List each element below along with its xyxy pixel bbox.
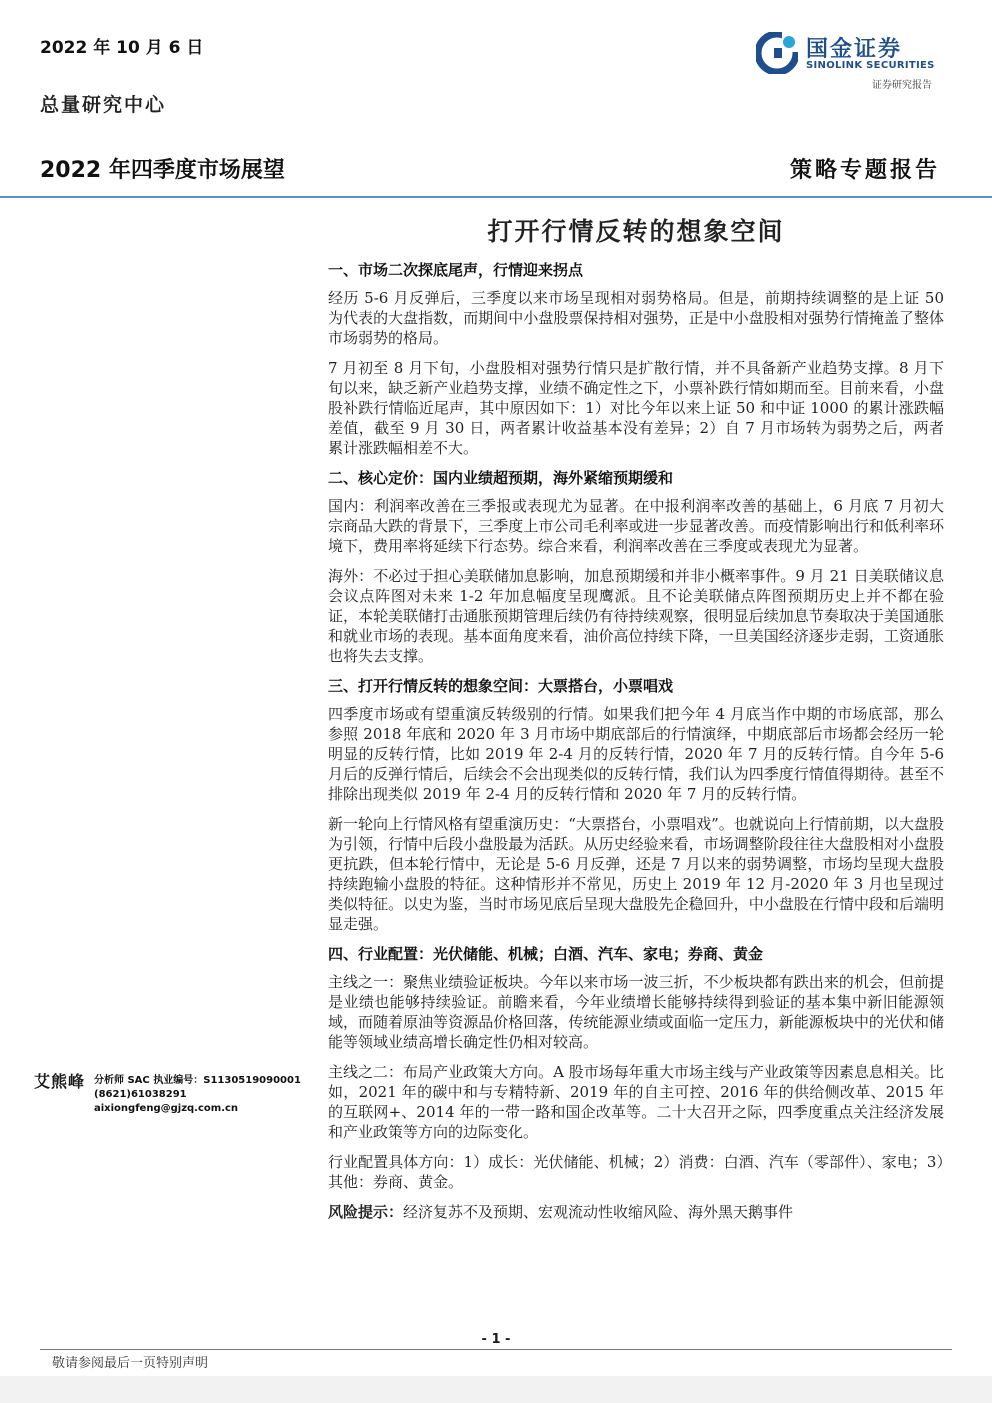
section-heading: 二、核心定价：国内业绩超预期，海外紧缩预期缓和: [328, 469, 674, 487]
sinolink-logo-icon: [756, 32, 798, 74]
section-heading: 三、打开行情反转的想象空间：大票搭台，小票唱戏: [328, 677, 674, 695]
body-paragraph: 新一轮向上行情风格有望重演历史：“大票搭台，小票唱戏”。也就说向上行情前期，以大盘股为引领，行情中后段小盘股最为活跃。从历史经验来看，市场调整阶段往往大盘股相对小盘股更抗跌，但本轮行情中，无论是 5-6 月反弹，还是 7 月以来的弱势调整，市场均呈现大盘股持续跑输小盘股的特征。这种情形并不常见，历史上 2019 年 12 月-2020 年 3 月也呈现过类似特征。以史为鉴，当时市场见底后呈现大盘股先企稳回升，中小盘股在行情中段和后端明显走强。: [328, 815, 944, 933]
footer-divider: [40, 1349, 952, 1350]
section-heading: 一、市场二次探底尾声，行情迎来拐点: [328, 261, 584, 279]
body-paragraph: 主线之一：聚焦业绩验证板块。今年以来市场一波三折，不少板块都有跌出来的机会，但前提是业绩也能够持续验证。前瞻来看，今年业绩增长能够持续得到验证的基本集中新旧能源领域，而随着原油等资源品价格回落，传统能源业绩或面临一定压力，新能源板块中的光伏和储能等领域业绩高增长确定性仍相对较高。: [328, 973, 944, 1051]
body-paragraph: 行业配置具体方向：1）成长：光伏储能、机械；2）消费：白酒、汽车（零部件）、家电；3）其他：券商、黄金。: [328, 1153, 944, 1191]
body-paragraph: 四季度市场或有望重演反转级别的行情。如果我们把今年 4 月底当作中期的市场底部，那么参照 2018 年底和 2020 年 3 月市场中期底部后的行情演绎，中期底部后市场都会经历一轮明显的反转行情，比如 2019 年 2-4 月的反转行情，2020 年 7 月的反转行情。自今年 5-6 月后的反弹行情后，后续会不会出现类似的反转行情，我们认为四季度行情值得期待。甚至不排除出现类似 2019 年 2-4 月的反转行情和 2020 年 7 月的反转行情。: [328, 705, 944, 803]
main-title: 打开行情反转的想象空间: [487, 217, 785, 246]
body-paragraph: 主线之二：布局产业政策大方向。A 股市场每年重大市场主线与产业政策等因素息息相关。比如，2021 年的碳中和与专精特新、2019 年的自主可控、2016 年的供给侧改革、2015 年的互联网+、2014 年的一带一路和国企改革等。二十大召开之际，四季度重点关注经济发展和产业政策等方向的边际变化。: [328, 1063, 944, 1141]
report-type: 策略专题报告: [789, 157, 940, 183]
risk-label: 风险提示：: [328, 1203, 404, 1221]
report-title: 2022 年四季度市场展望: [40, 158, 285, 183]
body-paragraph: 国内：利润率改善在三季报或表现尤为显著。在中报利润率改善的基础上，6 月底 7 月初大宗商品大跌的背景下，三季度上市公司毛利率或进一步显著改善。而疫情影响出行和低利率环境下，费用率将延续下行态势。综合来看，利润率改善在三季度或表现尤为显著。: [328, 497, 944, 555]
report-body: [328, 259, 944, 1222]
department-label: 总量研究中心: [40, 94, 167, 116]
analyst-phone: (8621)61038291: [94, 1089, 187, 1100]
analyst-email: aixiongfeng@gjzq.com.cn: [94, 1103, 239, 1114]
risk-text: 经济复苏不及预期、宏观流动性收缩风险、海外黑天鹅事件: [403, 1203, 794, 1221]
report-date: 2022 年 10 月 6 日: [40, 38, 204, 58]
footer-band: [0, 1376, 992, 1403]
header-divider: [0, 196, 992, 198]
logo-subtitle: 证券研究报告: [872, 80, 932, 91]
analyst-sac-id: 分析师 SAC 执业编号：S1130519090001: [94, 1075, 301, 1086]
body-paragraph: 海外：不必过于担心美联储加息影响，加息预期缓和并非小概率事件。9 月 21 日美联储议息会议点阵图对未来 1-2 年加息幅度呈现鹰派。且不论美联储点阵图预期历史上并不都在验证，本轮美联储打击通胀预期管理后续仍有待持续观察，很明显后续加息节奏取决于美国通胀和就业市场的表现。基本面角度来看，油价高位持续下降，一旦美国经济逐步走弱，工资通胀也将失去支撑。: [328, 567, 944, 665]
body-paragraph: 经历 5-6 月反弹后，三季度以来市场呈现相对弱势格局。但是，前期持续调整的是上证 50 为代表的大盘指数，而期间中小盘股票保持相对强势，正是中小盘股相对强势行情掩盖了整体市场弱势的格局。: [328, 289, 944, 347]
logo-name-cn: 国金证券: [806, 37, 903, 62]
analyst-info: [94, 1074, 301, 1116]
footer-disclaimer: 敬请参阅最后一页特别声明: [52, 1356, 209, 1371]
section-heading: 四、行业配置：光伏储能、机械；白酒、汽车、家电；券商、黄金: [328, 945, 764, 963]
risk-warning: [328, 1202, 944, 1222]
page-number: - 1 -: [481, 1332, 511, 1347]
analyst-name: 艾熊峰: [34, 1072, 86, 1091]
body-paragraph: 7 月初至 8 月下旬，小盘股相对强势行情只是扩散行情，并不具备新产业趋势支撑。8 月下旬以来，缺乏新产业趋势支撑，业绩不确定性之下，小票补跌行情如期而至。目前来看，小盘股补跌行情临近尾声，其中原因如下：1）对比今年以来上证 50 和中证 1000 的累计涨跌幅差值，截至 9 月 30 日，两者累计收益基本没有差异；2）自 7 月市场转为弱势之后，两者累计涨跌幅相差不大。: [328, 359, 944, 457]
logo-name-en: SINOLINK SECURITIES: [806, 60, 935, 71]
